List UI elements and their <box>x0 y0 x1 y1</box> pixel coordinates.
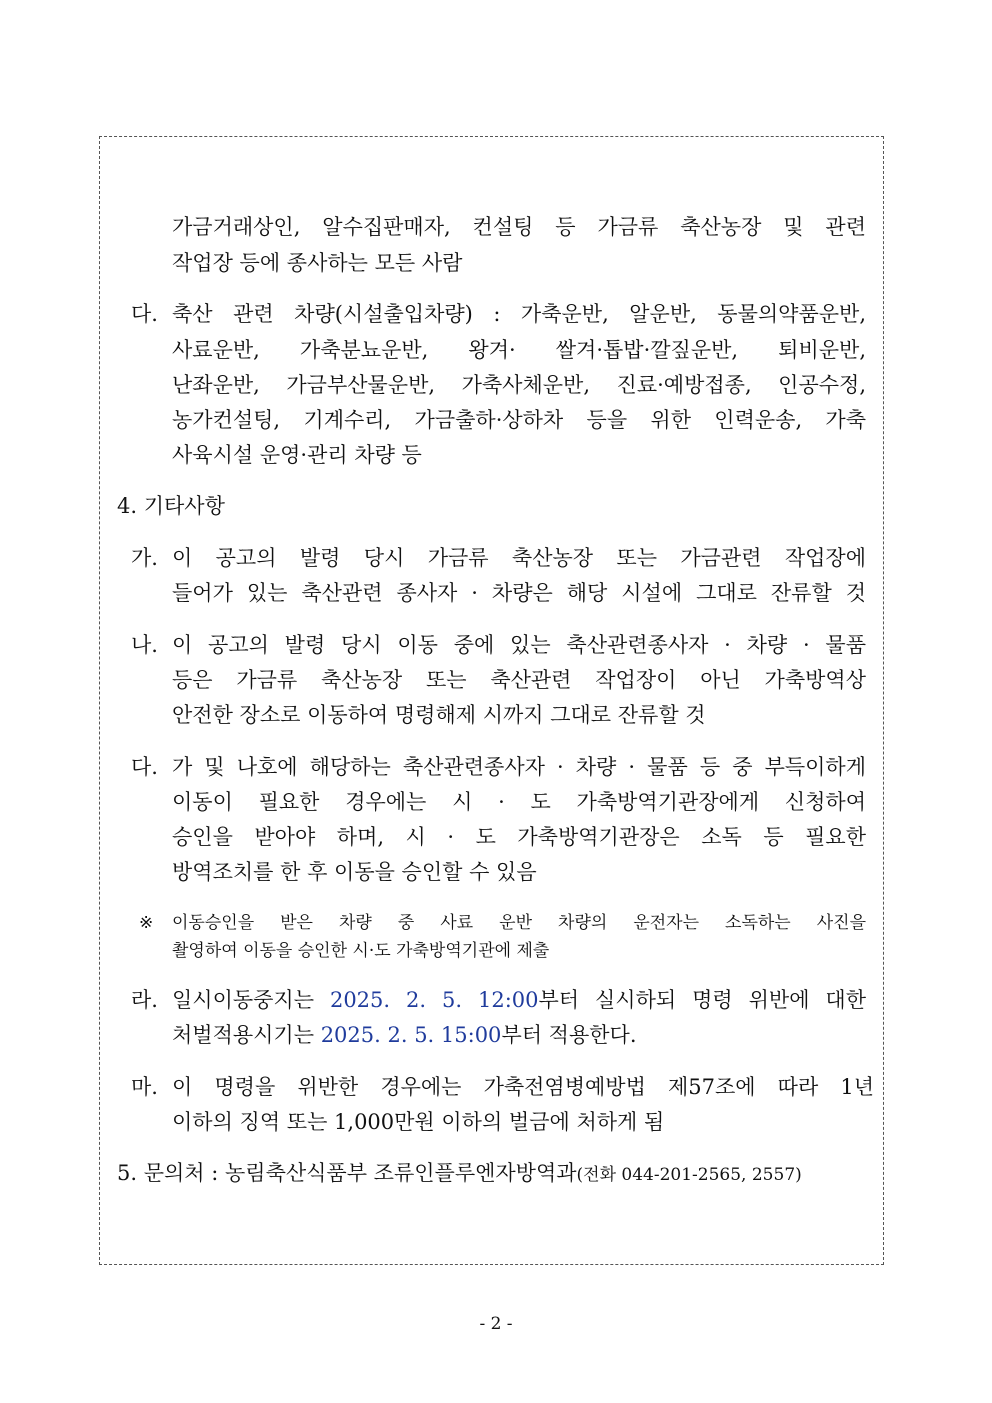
contact-phone: (전화 044-201-2565, 2557) <box>576 1165 802 1185</box>
section-5-contact <box>117 1158 802 1188</box>
item-da-line-4: 농가컨설팅, 기계수리, 가금출하·상하차 등을 위한 인력운송, 가축 <box>172 408 866 432</box>
continued-line-1: 가금거래상인, 알수집판매자, 컨설팅 등 가금류 축산농장 및 관련 <box>172 215 866 239</box>
item-ra-line-1-post: 부터 실시하되 명령 위반에 대한 <box>538 988 866 1012</box>
item-ga-line-1: 이 공고의 발령 당시 가금류 축산농장 또는 가금관련 작업장에 <box>172 546 866 570</box>
item-da2-line-2: 이동이 필요한 경우에는 시 · 도 가축방역기관장에게 신청하여 <box>172 790 866 814</box>
item-na-line-2: 등은 가금류 축산농장 또는 축산관련 작업장이 아닌 가축방역상 <box>172 668 866 692</box>
page-number: - 2 - <box>479 1314 513 1334</box>
item-da-line-5: 사육시설 운영·관리 차량 등 <box>172 443 422 467</box>
item-ga-marker: 가. <box>131 546 158 570</box>
item-ra-line-2-post: 부터 적용한다. <box>501 1023 637 1047</box>
section-5-heading: 5. 문의처 : 농림축산식품부 조류인플루엔자방역과 <box>117 1161 577 1185</box>
item-da2-line-4: 방역조치를 한 후 이동을 승인할 수 있음 <box>172 860 537 884</box>
item-ma-marker: 마. <box>131 1075 158 1099</box>
continued-line-2: 작업장 등에 종사하는 모든 사람 <box>172 251 463 275</box>
item-ra-line-2-pre: 처벌적용시기는 <box>172 1023 321 1047</box>
item-da-marker: 다. <box>131 302 158 326</box>
item-da-line-2: 사료운반, 가축분뇨운반, 왕겨· 쌀겨·톱밥·깔짚운반, 퇴비운반, <box>172 338 866 362</box>
item-ra-line-1 <box>172 985 866 1015</box>
start-datetime: 2025. 2. 5. 12:00 <box>329 988 539 1012</box>
item-ra-line-1-pre: 일시이동중지는 <box>172 988 330 1012</box>
item-ra-line-2 <box>172 1020 637 1050</box>
section-4-heading: 4. 기타사항 <box>117 494 225 518</box>
penalty-datetime: 2025. 2. 5. 15:00 <box>320 1023 502 1047</box>
item-da2-line-3: 승인을 받아야 하며, 시 · 도 가축방역기관장은 소독 등 필요한 <box>172 825 866 849</box>
item-na-marker: 나. <box>131 633 158 657</box>
note-line-1: 이동승인을 받은 차량 중 사료 운반 차량의 운전자는 소독하는 사진을 <box>172 913 866 933</box>
item-ra-marker: 라. <box>131 988 158 1012</box>
note-marker: ※ <box>139 913 154 933</box>
item-ga-line-2: 들어가 있는 축산관련 종사자 · 차량은 해당 시설에 그대로 잔류할 것 <box>172 581 866 605</box>
item-da-line-3: 난좌운반, 가금부산물운반, 가축사체운반, 진료·예방접종, 인공수정, <box>172 373 866 397</box>
note-line-2: 촬영하여 이동을 승인한 시·도 가축방역기관에 제출 <box>172 941 550 961</box>
item-da2-line-1: 가 및 나호에 해당하는 축산관련종사자 · 차량 · 물품 등 중 부득이하게 <box>172 755 866 779</box>
item-na-line-3: 안전한 장소로 이동하여 명령해제 시까지 그대로 잔류할 것 <box>172 703 706 727</box>
item-ma-line-1: 이 명령을 위반한 경우에는 가축전염병예방법 제57조에 따라 1년 <box>172 1075 874 1099</box>
item-da-line-1: 축산 관련 차량(시설출입차량) : 가축운반, 알운반, 동물의약품운반, <box>172 302 866 326</box>
item-da2-marker: 다. <box>131 755 158 779</box>
item-na-line-1: 이 공고의 발령 당시 이동 중에 있는 축산관련종사자 · 차량 · 물품 <box>172 633 866 657</box>
item-ma-line-2: 이하의 징역 또는 1,000만원 이하의 벌금에 처하게 됨 <box>172 1110 665 1134</box>
